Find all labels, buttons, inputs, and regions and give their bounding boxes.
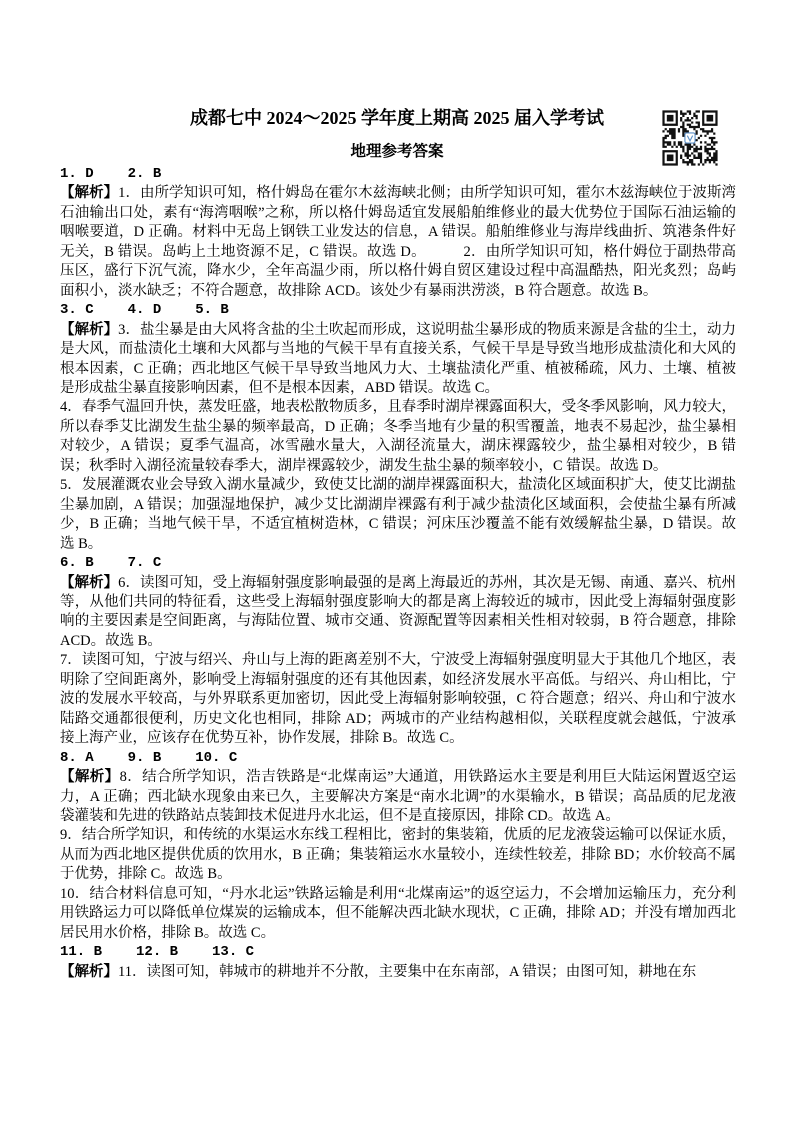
answer-item: 1. D (60, 166, 94, 182)
answer-key-row (60, 301, 736, 320)
analysis-text: 10．结合材料信息可知，“丹水北运”铁路运输是利用“北煤南运”的返空运力，不会增加运输压力，充分利用铁路运力可以降低单位煤炭的运输成本，但不能解决西北缺水现状，C 正确，排除 AD；并没有增加西北居民用水价格，排除 B。故选 C。 (60, 885, 736, 941)
answer-group (60, 301, 736, 554)
analysis-label: 【解析】 (60, 574, 119, 591)
analysis-paragraph (60, 476, 736, 554)
answer-item: 10. C (195, 749, 238, 766)
answer-item: 9. B (127, 749, 162, 766)
analysis-text: 6．读图可知，受上海辐射强度影响最强的是离上海最近的苏州，其次是无锡、南通、嘉兴、杭州等，从他们共同的特征看，这些受上海辐射强度影响大的都是离上海较近的城市，因此受上海辐射强度影响的主要因素是空间距离，与海陆位置、城市交通、资源配置等因素相关性相对较弱，B 符合题意，排除 ACD。故选 B。 (60, 574, 737, 649)
answer-item: 6. B (60, 555, 94, 572)
analysis-paragraph (60, 574, 736, 652)
analysis-paragraph (60, 885, 736, 943)
analysis-paragraph (60, 321, 736, 399)
analysis-text: 11．读图可知，韩城市的耕地并不分散，主要集中在东南部，A 错误；由图可知，耕地在东 (118, 963, 697, 980)
analysis-text: 9．结合所学知识，和传统的水渠运水东线工程相比，密封的集装箱，优质的尼龙液袋运输可以保证水质，从而为西北地区提供优质的饮用水，B 正确；集装箱运水水量较小，连续性较差，排除 BD；水价较高不属于优势，排除 C。故选 B。 (60, 827, 736, 883)
analysis-text: 8．结合所学知识，浩吉铁路是“北煤南运”大通道，用铁路运水主要是利用巨大陆运闲置返空运力，A 正确；西北缺水现象由来已久，主要解决方案是“南水北调”的水渠输水，B 错误；高品质的尼龙液袋灌装和先进的铁路站点装卸技术促进丹水北运，但不是直接原因，排除 CD。故选 A。 (60, 769, 737, 824)
qr-code-icon (658, 106, 722, 170)
answer-group (60, 554, 736, 749)
answer-item: 12. B (136, 944, 179, 961)
analysis-label: 【解析】 (60, 963, 118, 980)
answer-group (60, 749, 736, 944)
analysis-paragraph (60, 184, 736, 301)
answer-group (60, 943, 736, 982)
answer-item: 11. B (60, 944, 103, 961)
answer-key-row (60, 749, 736, 768)
doc-subtitle: 地理参考答案 (350, 143, 444, 160)
analysis-text: 3．盐尘暴是由大风将含盐的尘土吹起而形成，这说明盐尘暴形成的物质来源是含盐的尘土，动力是大风，而盐渍化土壤和大风都与当地的气候干旱有直接关系，气候干旱是导致当地形成盐渍化和大风的根本因素，C 正确；西北地区气候干旱导致当地风力大、土壤盐渍化严重、植被稀疏，风力、土壤、植被是形成盐尘暴直接影响因素，但不是根本因素，ABD 错误。故选 C。 (60, 321, 737, 396)
analysis-text: 1．由所学知识可知，格什姆岛在霍尔木兹海峡北侧；由所学知识可知，霍尔木兹海峡位于波斯湾石油输出口处，素有“海湾咽喉”之称，所以格什姆岛适宜发展船舶维修业的最大优势位于国际石油运输的咽喉要道，D 正确。材料中无岛上钢铁工业发达的信息，A 错误。船舶维修业与海岸线曲折、筑港条件好无关，B 错误。岛屿上土地资源不足，C 错误。故选 D。 (60, 185, 737, 260)
answer-body (60, 165, 736, 982)
analysis-label: 【解析】 (60, 185, 119, 202)
answer-item: 8. A (60, 749, 94, 766)
answer-key-row (60, 165, 736, 184)
analysis-paragraph (60, 826, 736, 884)
analysis-paragraph (60, 651, 736, 748)
answer-key-row (60, 554, 736, 573)
analysis-paragraph (60, 768, 736, 826)
analysis-paragraph (60, 398, 736, 476)
answer-item: 3. C (60, 302, 94, 319)
answer-group (60, 165, 736, 301)
answer-item: 7. C (127, 555, 162, 572)
answer-item: 5. B (195, 302, 229, 319)
analysis-text: 4．春季气温回升快，蒸发旺盛，地表松散物质多，且春季时湖岸裸露面积大，受冬季风影响，风力较大，所以春季艾比湖发生盐尘暴的频率最高，D 正确；冬季当地有少量的积雪覆盖，地表不易起沙，盐尘暴相对较少，A 错误；夏季气温高，冰雪融水量大，入湖径流量大，湖床裸露较少，盐尘暴相对较少，B 错误；秋季时入湖径流量较春季大，湖岸裸露较少，湖发生盐尘暴的频率较小，C 错误。故选 D。 (60, 399, 736, 474)
doc-title: 成都七中 2024～2025 学年度上期高 2025 届入学考试 (190, 108, 604, 128)
qr-code (658, 106, 722, 170)
answer-item: 4. D (127, 302, 162, 319)
analysis-paragraph (60, 963, 736, 982)
analysis-label: 【解析】 (60, 769, 120, 786)
answer-item: 13. C (212, 944, 255, 961)
analysis-label: 【解析】 (60, 321, 119, 338)
analysis-text: 7．读图可知，宁波与绍兴、舟山与上海的距离差别不大，宁波受上海辐射强度明显大于其他几个地区，表明除了空间距离外，影响受上海辐射强度的还有其他因素，如经济发展水平高低。与绍兴、舟山相比，宁波的发展水平较高，与外界联系更加密切，因此受上海辐射影响较强，C 符合题意；绍兴、舟山和宁波水陆路交通都很便利，历史文化也相同，排除 AD；两城市的产业结构越相似，关联程度就会越低，宁波承接上海产业，应该存在优势互补，协作发展，排除 B。故选 C。 (60, 652, 736, 747)
answer-item: 2. B (127, 166, 162, 182)
answer-key-row (60, 943, 736, 962)
analysis-text: 2．由所学知识可知，格什姆位于副热带高压区，盛行下沉气流，降水少，全年高温少雨，所以格什姆自贸区建设过程中高温酷热，阳光炙烈；岛屿面积小，淡水缺乏；不符合题意，故排除 ACD。该处少有暴雨洪涝淡，B 符合题意。故选 B。 (60, 243, 737, 299)
analysis-text: 5．发展灌溉农业会导致入湖水量减少，致使艾比湖的湖岸裸露面积大，盐渍化区域面积扩大，使艾比湖盐尘暴加剧，A 错误；加强湿地保护，减少艾比湖湖岸裸露有利于减少盐渍化区域面积，会使盐尘暴有所减少，B 正确；当地气候干旱，不适宜植树造林，C 错误；河床压沙覆盖不能有效缓解盐尘暴，D 错误。故选 B。 (60, 477, 736, 552)
